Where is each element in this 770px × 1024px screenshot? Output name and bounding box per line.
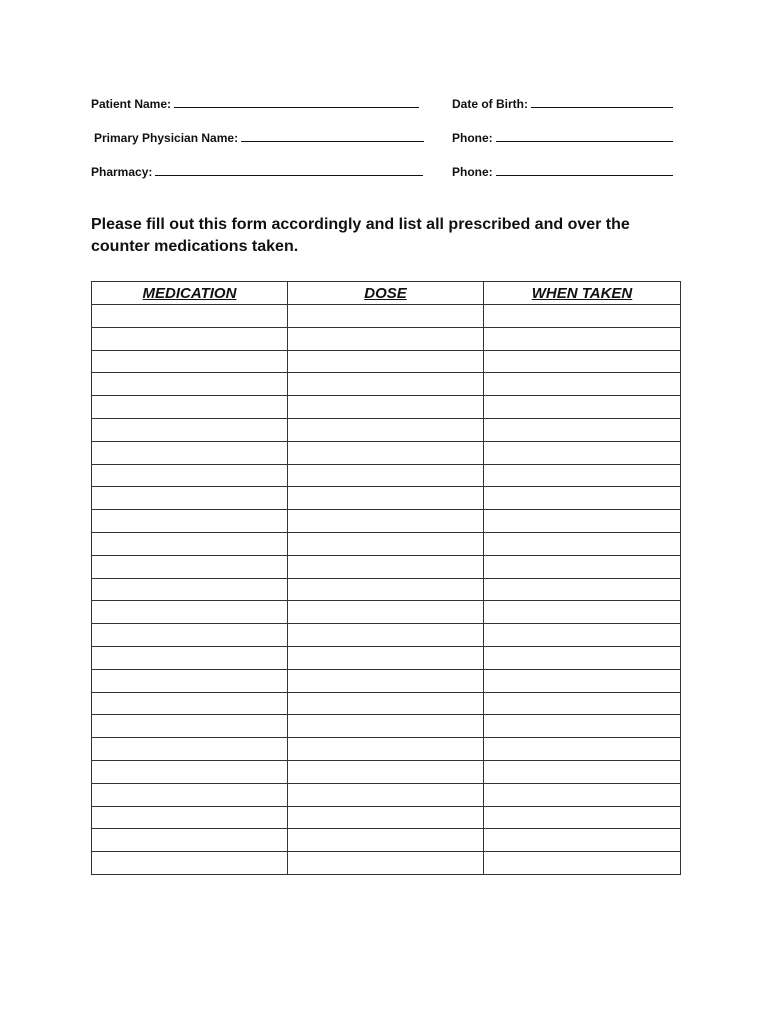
table-row xyxy=(92,692,681,715)
dose-cell[interactable] xyxy=(288,373,484,396)
pharmacy-blank[interactable] xyxy=(155,163,423,176)
physician-phone-blank[interactable] xyxy=(496,129,673,142)
medication-cell[interactable] xyxy=(92,305,288,328)
when-taken-cell[interactable] xyxy=(484,464,681,487)
medication-cell[interactable] xyxy=(92,396,288,419)
dose-cell[interactable] xyxy=(288,852,484,875)
table-row xyxy=(92,464,681,487)
physician-row xyxy=(0,129,770,149)
dose-cell[interactable] xyxy=(288,829,484,852)
table-row xyxy=(92,418,681,441)
patient-name-label: Patient Name: xyxy=(91,97,172,111)
table-row xyxy=(92,396,681,419)
medication-cell[interactable] xyxy=(92,350,288,373)
table-row xyxy=(92,806,681,829)
medication-cell[interactable] xyxy=(92,327,288,350)
medication-table-body xyxy=(92,305,681,875)
pharmacy-phone-field[interactable] xyxy=(452,163,673,180)
when-taken-cell[interactable] xyxy=(484,692,681,715)
when-taken-column-header: WHEN TAKEN xyxy=(484,282,681,305)
medication-cell[interactable] xyxy=(92,738,288,761)
when-taken-cell[interactable] xyxy=(484,738,681,761)
medication-cell[interactable] xyxy=(92,806,288,829)
table-row xyxy=(92,578,681,601)
table-row xyxy=(92,555,681,578)
pharmacy-row xyxy=(0,163,770,183)
table-row xyxy=(92,327,681,350)
medication-cell[interactable] xyxy=(92,578,288,601)
table-row xyxy=(92,305,681,328)
when-taken-cell[interactable] xyxy=(484,806,681,829)
when-taken-cell[interactable] xyxy=(484,418,681,441)
dose-cell[interactable] xyxy=(288,578,484,601)
when-taken-cell[interactable] xyxy=(484,646,681,669)
when-taken-cell[interactable] xyxy=(484,532,681,555)
dose-cell[interactable] xyxy=(288,418,484,441)
when-taken-cell[interactable] xyxy=(484,624,681,647)
medication-cell[interactable] xyxy=(92,487,288,510)
medication-cell[interactable] xyxy=(92,532,288,555)
when-taken-cell[interactable] xyxy=(484,783,681,806)
pharmacy-field[interactable] xyxy=(91,163,423,180)
table-row xyxy=(92,532,681,555)
dose-cell[interactable] xyxy=(288,327,484,350)
table-row xyxy=(92,350,681,373)
dose-cell[interactable] xyxy=(288,783,484,806)
when-taken-cell[interactable] xyxy=(484,852,681,875)
table-row xyxy=(92,738,681,761)
table-row xyxy=(92,669,681,692)
when-taken-cell[interactable] xyxy=(484,327,681,350)
medication-column-header: MEDICATION xyxy=(92,282,288,305)
when-taken-cell[interactable] xyxy=(484,760,681,783)
dose-cell[interactable] xyxy=(288,510,484,533)
when-taken-cell[interactable] xyxy=(484,829,681,852)
table-row xyxy=(92,646,681,669)
primary-physician-label: Primary Physician Name: xyxy=(94,131,239,145)
table-row xyxy=(92,601,681,624)
when-taken-cell[interactable] xyxy=(484,305,681,328)
when-taken-cell[interactable] xyxy=(484,396,681,419)
medication-cell[interactable] xyxy=(92,715,288,738)
physician-phone-label: Phone: xyxy=(452,131,493,145)
date-of-birth-blank[interactable] xyxy=(531,95,673,108)
when-taken-cell[interactable] xyxy=(484,555,681,578)
dose-cell[interactable] xyxy=(288,555,484,578)
date-of-birth-field[interactable] xyxy=(452,95,673,112)
medication-cell[interactable] xyxy=(92,555,288,578)
medication-cell[interactable] xyxy=(92,441,288,464)
when-taken-cell[interactable] xyxy=(484,578,681,601)
when-taken-cell[interactable] xyxy=(484,715,681,738)
table-row xyxy=(92,441,681,464)
medication-cell[interactable] xyxy=(92,418,288,441)
medication-cell[interactable] xyxy=(92,669,288,692)
medication-cell[interactable] xyxy=(92,760,288,783)
when-taken-cell[interactable] xyxy=(484,441,681,464)
when-taken-cell[interactable] xyxy=(484,669,681,692)
dose-cell[interactable] xyxy=(288,350,484,373)
dose-cell[interactable] xyxy=(288,532,484,555)
dose-cell[interactable] xyxy=(288,646,484,669)
medication-cell[interactable] xyxy=(92,510,288,533)
patient-row xyxy=(0,95,770,115)
table-row xyxy=(92,373,681,396)
dose-cell[interactable] xyxy=(288,464,484,487)
date-of-birth-label: Date of Birth: xyxy=(452,97,528,111)
medication-cell[interactable] xyxy=(92,624,288,647)
pharmacy-phone-label: Phone: xyxy=(452,165,493,179)
dose-cell[interactable] xyxy=(288,441,484,464)
dose-cell[interactable] xyxy=(288,692,484,715)
dose-cell[interactable] xyxy=(288,738,484,761)
pharmacy-label: Pharmacy: xyxy=(91,165,153,179)
dose-cell[interactable] xyxy=(288,715,484,738)
when-taken-cell[interactable] xyxy=(484,510,681,533)
medication-cell[interactable] xyxy=(92,646,288,669)
when-taken-cell[interactable] xyxy=(484,350,681,373)
table-row xyxy=(92,783,681,806)
patient-name-blank[interactable] xyxy=(174,95,419,108)
dose-cell[interactable] xyxy=(288,806,484,829)
primary-physician-field[interactable] xyxy=(94,129,424,146)
dose-cell[interactable] xyxy=(288,669,484,692)
medication-cell[interactable] xyxy=(92,692,288,715)
dose-cell[interactable] xyxy=(288,396,484,419)
table-row xyxy=(92,760,681,783)
medication-cell[interactable] xyxy=(92,852,288,875)
dose-cell[interactable] xyxy=(288,624,484,647)
table-row xyxy=(92,829,681,852)
table-row xyxy=(92,487,681,510)
table-row xyxy=(92,715,681,738)
dose-cell[interactable] xyxy=(288,601,484,624)
dose-cell[interactable] xyxy=(288,487,484,510)
medication-cell[interactable] xyxy=(92,601,288,624)
patient-name-field[interactable] xyxy=(91,95,419,112)
dose-cell[interactable] xyxy=(288,305,484,328)
pharmacy-phone-blank[interactable] xyxy=(496,163,673,176)
table-row xyxy=(92,852,681,875)
physician-phone-field[interactable] xyxy=(452,129,673,146)
table-row xyxy=(92,510,681,533)
instructions-text: Please fill out this form accordingly and list all prescribed and over the counter medications taken. xyxy=(91,216,630,255)
medication-cell[interactable] xyxy=(92,373,288,396)
primary-physician-blank[interactable] xyxy=(241,129,424,142)
medication-table xyxy=(91,281,681,875)
dose-column-header: DOSE xyxy=(288,282,484,305)
when-taken-cell[interactable] xyxy=(484,487,681,510)
medication-cell[interactable] xyxy=(92,783,288,806)
dose-cell[interactable] xyxy=(288,760,484,783)
when-taken-cell[interactable] xyxy=(484,601,681,624)
table-row xyxy=(92,624,681,647)
medication-cell[interactable] xyxy=(92,464,288,487)
table-header-row xyxy=(92,282,681,305)
when-taken-cell[interactable] xyxy=(484,373,681,396)
medication-cell[interactable] xyxy=(92,829,288,852)
